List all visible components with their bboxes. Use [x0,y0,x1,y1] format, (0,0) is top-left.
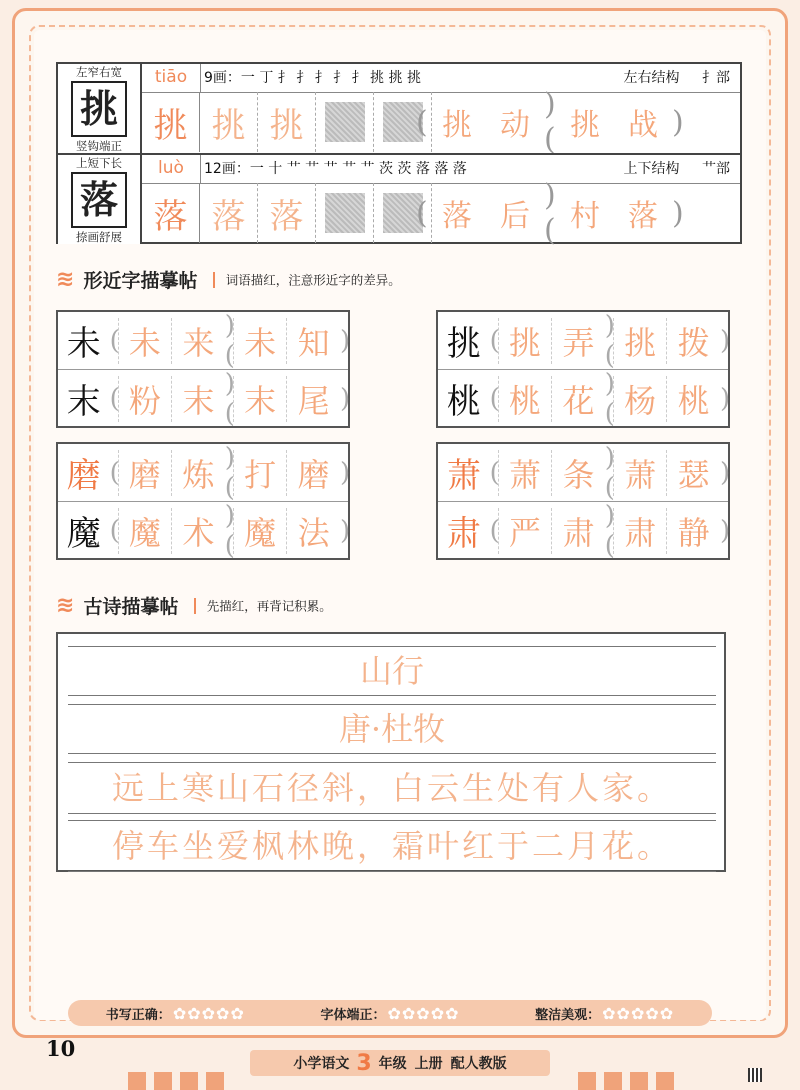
similar-char-box [436,310,730,428]
similar-char-box [56,442,350,560]
trace-char[interactable]: 桃 [666,376,720,422]
tracing-row [58,153,740,248]
footer-grade: 年级 [378,1056,407,1072]
trace-char[interactable]: 严 [498,508,552,554]
model-char: 落 [71,172,127,228]
lead-char: 磨 [66,456,101,496]
trace-char[interactable]: 知 [286,318,340,364]
footer-grade-num: 3 [356,1050,372,1076]
stroke-order: 12画：一 十 艹 艹 艹 艹 艹 茨 茨 落 落 落 [204,161,467,177]
trace-char[interactable]: 末 [233,376,287,422]
rating-tidy: 整洁美观： ✿✿✿✿✿ [535,1003,675,1023]
word-char: 落 [442,199,472,234]
trace-char[interactable]: 肃 [551,508,605,554]
writing-tip: 上短下长 [76,156,122,170]
structure: 左右结构 [623,70,680,86]
tracing-row [58,64,740,157]
similar-row: 桃 ( 桃 花 )( 杨 桃 ) [438,369,728,427]
trace-char[interactable]: 拨 [666,318,720,364]
word-pair: ( 挑 动 )( 挑 战 ) [416,87,684,157]
trace-char[interactable]: 萧 [613,450,667,496]
flower-icons[interactable]: ✿✿✿✿✿ [387,1003,460,1023]
trace-char[interactable]: 末 [171,376,225,422]
trace-char[interactable]: 炼 [171,450,225,496]
pinyin: tiāo [142,64,201,93]
writing-tip: 左窄右宽 [76,65,122,79]
trace-char[interactable]: 桃 [498,376,552,422]
similar-row: 萧 ( 萧 条 )( 萧 瑟 ) [438,444,728,501]
trace-char[interactable]: 萧 [498,450,552,496]
trace-char[interactable]: 花 [551,376,605,422]
wave-icon: ≋ [56,267,75,292]
trace-char[interactable]: 尾 [286,376,340,422]
similar-row: 挑 ( 挑 弄 )( 挑 拨 ) [438,312,728,369]
trace-char[interactable]: 弄 [551,318,605,364]
rating-neat: 字体端正： ✿✿✿✿✿ [320,1003,460,1023]
similar-row: 肃 ( 严 肃 )( 肃 静 ) [438,501,728,559]
structure: 上下结构 [623,161,680,177]
stroke-order: 9画：一 丁 扌 扌 扌 扌 扌 挑 挑 挑 [204,70,421,86]
trace-char[interactable]: 挑 [498,318,552,364]
lead-char: 萧 [446,456,481,496]
trace-char[interactable]: 磨 [286,450,340,496]
section-header-poem [56,592,332,622]
radical: 艹部 [702,161,730,177]
poem-title[interactable]: 山行 [68,646,716,696]
poem-line[interactable]: 停车坐爱枫林晚，霜叶红于二月花。 [68,820,716,872]
decor-marks [128,1072,232,1090]
tracing-table [56,62,742,248]
section-desc: 词语描红，注意形近字的差异。 [225,272,401,288]
practice-cell[interactable] [316,183,374,243]
writing-tip: 竖钩端正 [76,139,122,153]
trace-cell[interactable]: 挑 [200,92,258,152]
trace-char[interactable]: 打 [233,450,287,496]
similar-row: 末 ( 粉 末 )( 末 尾 ) [58,369,348,427]
poem-author[interactable]: 唐·杜牧 [68,704,716,754]
trace-char[interactable]: 未 [233,318,287,364]
section-title: 古诗描摹帖 [83,596,179,618]
similar-row: 未 ( 未 来 )( 未 知 ) [58,312,348,369]
rating-correct: 书写正确： ✿✿✿✿✿ [105,1003,245,1023]
lead-char: 桃 [446,382,481,422]
word-char: 挑 [570,108,600,143]
divider [213,272,215,288]
similar-char-box [436,442,730,560]
trace-char[interactable]: 法 [286,508,340,554]
word-char: 后 [500,199,530,234]
flower-icons[interactable]: ✿✿✿✿✿ [172,1003,245,1023]
practice-cell[interactable] [316,92,374,152]
writing-tip: 捺画舒展 [76,230,122,244]
trace-cell[interactable]: 落 [200,183,258,243]
lead-char: 魔 [66,514,101,554]
lead-char: 未 [66,324,101,364]
wave-icon: ≋ [56,593,75,618]
rating-bar [68,1000,712,1026]
trace-char[interactable]: 粉 [118,376,172,422]
structure-info [606,159,730,179]
word-char: 村 [570,199,600,234]
trace-char[interactable]: 静 [666,508,720,554]
section-header-similar [56,266,401,296]
page-number: 10 [46,1036,76,1061]
footer-subject: 小学语文 [293,1056,350,1072]
char-badge [58,155,142,244]
trace-char[interactable]: 来 [171,318,225,364]
lead-char: 挑 [446,324,481,364]
trace-char[interactable]: 条 [551,450,605,496]
trace-char[interactable]: 未 [118,318,172,364]
word-char: 战 [628,108,658,143]
similar-char-box [56,310,350,428]
trace-char[interactable]: 杨 [613,376,667,422]
footer-banner [250,1050,550,1076]
flower-icons[interactable]: ✿✿✿✿✿ [602,1003,675,1023]
trace-char[interactable]: 磨 [118,450,172,496]
lead-char: 肃 [446,514,481,554]
trace-char[interactable]: 术 [171,508,225,554]
decor-marks [578,1072,682,1090]
similar-row: 魔 ( 魔 术 )( 魔 法 ) [58,501,348,559]
lead-char: 末 [66,382,101,422]
char-badge [58,64,142,153]
trace-char[interactable]: 瑟 [666,450,720,496]
trace-char[interactable]: 肃 [613,508,667,554]
trace-cell[interactable]: 挑 [258,92,316,152]
trace-char[interactable]: 魔 [233,508,287,554]
footer-edition: 配人教版 [450,1056,507,1072]
divider [194,598,196,614]
example-cell: 落 [142,183,200,243]
footer-volume: 上册 [414,1056,443,1072]
word-char: 挑 [442,108,472,143]
word-char: 落 [628,199,658,234]
example-cell: 挑 [142,92,200,152]
radical: 扌部 [702,70,730,86]
model-char: 挑 [71,81,127,137]
poem-line[interactable]: 远上寒山石径斜，白云生处有人家。 [68,762,716,814]
trace-cell[interactable]: 落 [258,183,316,243]
trace-char[interactable]: 挑 [613,318,667,364]
poem-box [56,632,726,872]
word-char: 动 [500,108,530,143]
pinyin: luò [142,155,201,184]
section-title: 形近字描摹帖 [83,270,198,292]
similar-row: 磨 ( 磨 炼 )( 打 磨 ) [58,444,348,501]
trace-char[interactable]: 魔 [118,508,172,554]
barcode-icon [748,1068,762,1082]
structure-info [606,68,730,88]
section-desc: 先描红，再背记积累。 [206,598,332,614]
word-pair: ( 落 后 )( 村 落 ) [416,178,684,248]
